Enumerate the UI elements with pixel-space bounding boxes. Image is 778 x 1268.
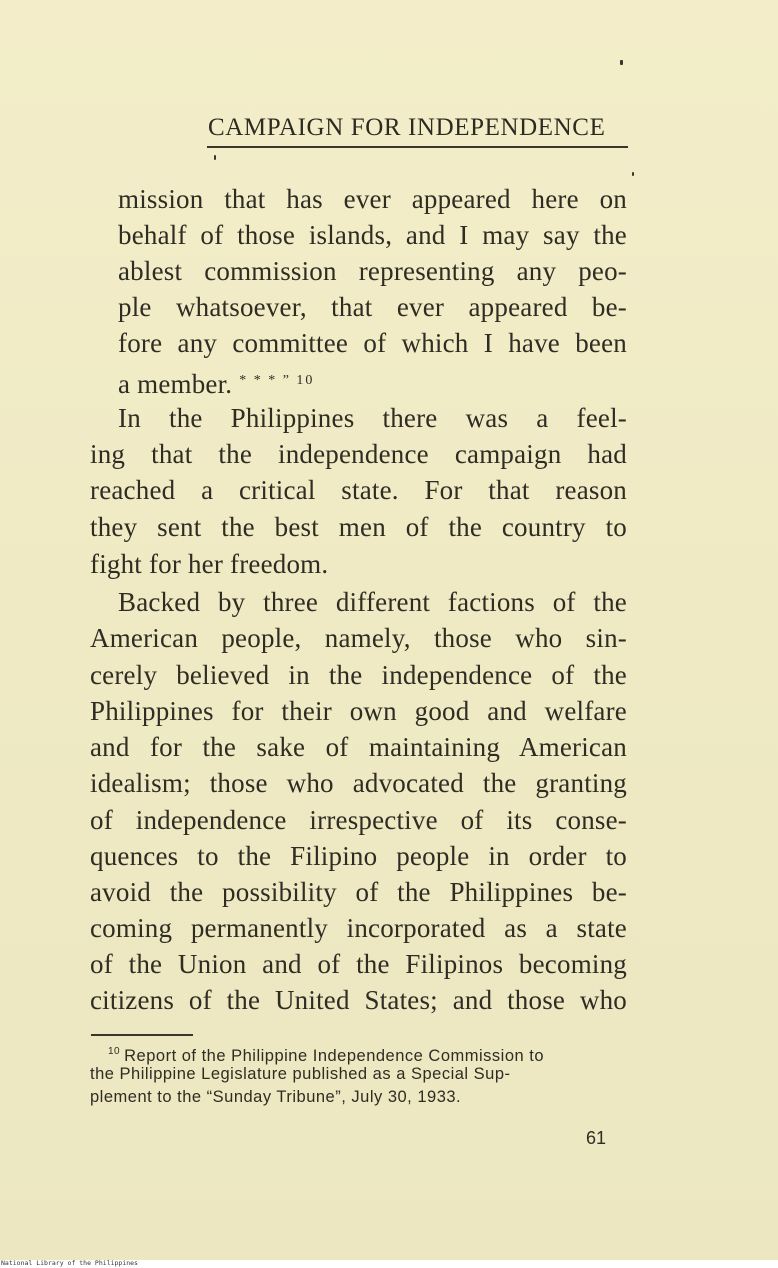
body-line: coming permanently incorporated as a state (90, 913, 627, 943)
body-line: ablest commission representing any peo- (118, 256, 627, 286)
body-line-text: a member. (118, 369, 233, 399)
body-line: behalf of those islands, and I may say the (118, 220, 627, 250)
body-line: Backed by three different factions of the (118, 587, 627, 617)
body-line: and for the sake of maintaining American (90, 732, 627, 762)
footnote-number: 10 (108, 1046, 121, 1057)
body-line-last (118, 363, 314, 402)
body-line: of independence irrespective of its conse- (90, 805, 627, 835)
body-line: ing that the independence campaign had (90, 439, 627, 469)
body-line: quences to the Filipino people in order to (90, 841, 627, 871)
body-line: fight for her freedom. (90, 549, 329, 579)
ink-speck (620, 60, 623, 65)
footnote-line: the Philippine Legislature published as a Special Sup- (90, 1065, 511, 1083)
header-rule (207, 146, 628, 148)
body-line: reached a critical state. For that reason (90, 475, 627, 505)
body-line: mission that has ever appeared here on (118, 184, 627, 214)
footnote-reference: * * * ” 10 (239, 373, 315, 388)
body-line: cerely believed in the independence of the (90, 660, 627, 690)
ink-speck (214, 155, 216, 160)
page-number: 61 (586, 1128, 607, 1148)
body-line: American people, namely, those who sin- (90, 623, 627, 653)
body-line: ple whatsoever, that ever appeared be- (118, 292, 627, 322)
body-line: of the Union and of the Filipinos becoming (90, 949, 627, 979)
body-line: avoid the possibility of the Philippines be- (90, 877, 627, 907)
body-line: idealism; those who advocated the granting (90, 768, 627, 798)
body-line: citizens of the United States; and those who (90, 985, 627, 1015)
body-line: In the Philippines there was a feel- (118, 403, 627, 433)
footnote-line: plement to the “Sunday Tribune”, July 30, 1933. (90, 1088, 462, 1106)
body-line: Philippines for their own good and welfare (90, 696, 627, 726)
footnote-rule (91, 1034, 193, 1036)
body-line: fore any committee of which I have been (118, 328, 627, 358)
footnote-text: Report of the Philippine Independence Commission to (124, 1047, 545, 1065)
library-watermark-bar (0, 1260, 778, 1268)
library-watermark: National Library of the Philippines (1, 1259, 138, 1267)
body-line: they sent the best men of the country to (90, 512, 627, 542)
running-header: CAMPAIGN FOR INDEPENDENCE (208, 114, 606, 141)
ink-speck (632, 172, 634, 176)
